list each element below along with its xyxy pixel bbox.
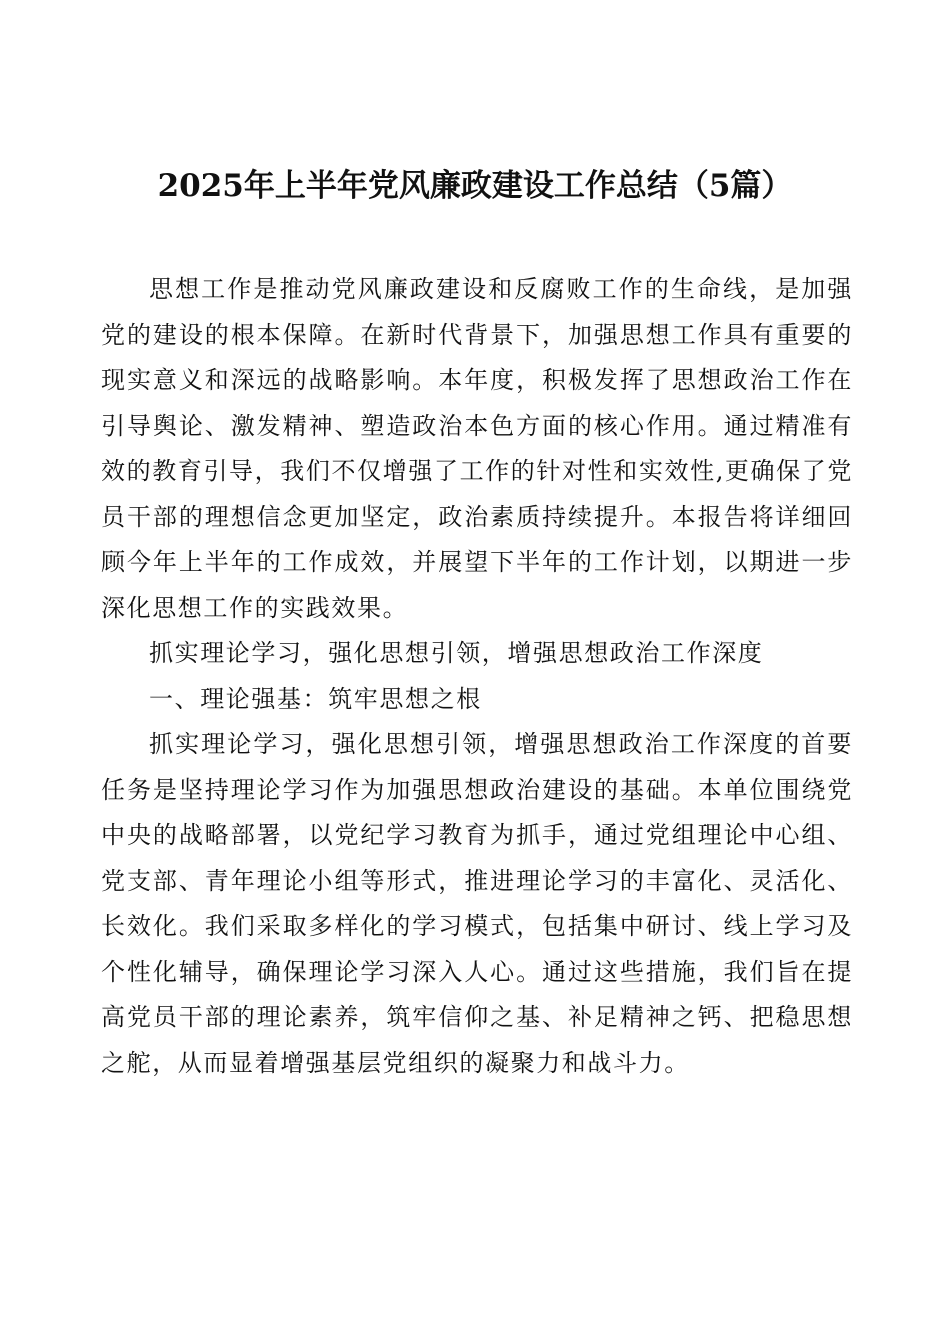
section-heading: 抓实理论学习，强化思想引领，增强思想政治工作深度	[149, 639, 764, 667]
subsection-heading: 一、理论强基：筑牢思想之根	[149, 684, 482, 713]
intro-paragraph: 思想工作是推动党风廉政建设和反腐败工作的生命线，是加强党的建设的根本保障。在新时代背景下，加强思想工作具有重要的现实意义和深远的战略影响。本年度，积极发挥了思想政治工作在引导舆论、激发精神、塑造政治本色方面的核心作用。通过精准有效的教育引导，我们不仅增强了工作的针对性和实效性,更确保了党员干部的理想信念更加坚定，政治素质持续提升。本报告将详细回顾今年上半年的工作成效，并展望下半年的工作计划，以期进一步深化思想工作的实践效果。	[101, 275, 853, 622]
body-paragraph: 抓实理论学习，强化思想引领，增强思想政治工作深度的首要任务是坚持理论学习作为加强思想政治建设的基础。本单位围绕党中央的战略部署，以党纪学习教育为抓手，通过党组理论中心组、党支部、青年理论小组等形式，推进理论学习的丰富化、灵活化、长效化。我们采取多样化的学习模式，包括集中研讨、线上学习及个性化辅导，确保理论学习深入人心。通过这些措施，我们旨在提高党员干部的理论素养，筑牢信仰之基、补足精神之钙、把稳思想之舵，从而显着增强基层党组织的凝聚力和战斗力。	[101, 730, 853, 1077]
document-title: 2025年上半年党风廉政建设工作总结（5篇）	[157, 168, 793, 204]
document-body	[101, 267, 853, 1086]
